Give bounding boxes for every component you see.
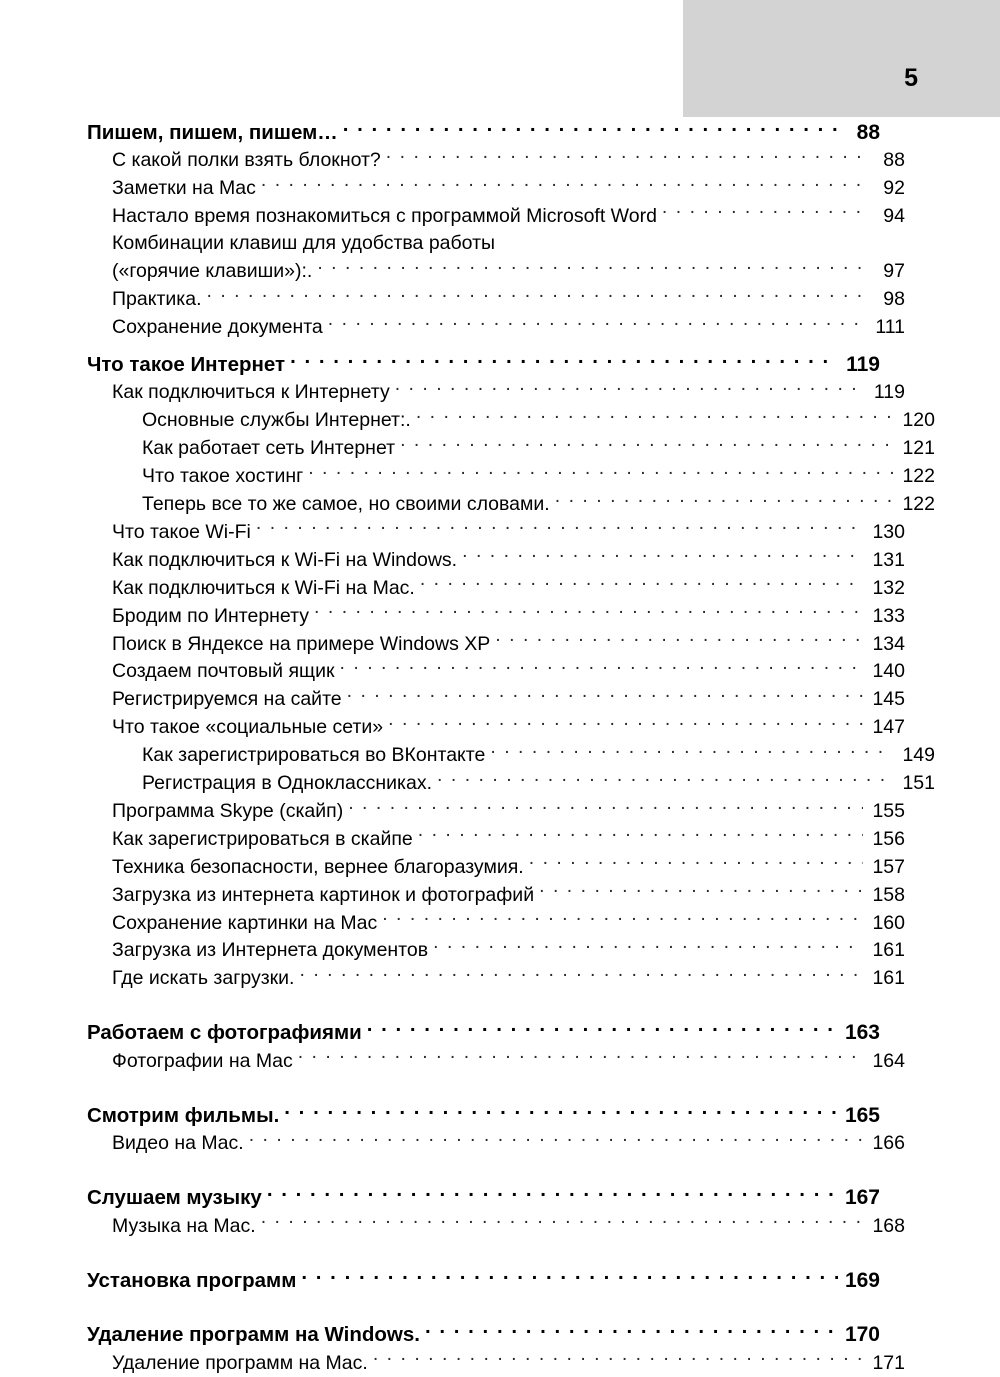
toc-entry-page-number: 131: [872, 548, 905, 571]
toc-entry-title: Установка программ: [87, 1268, 297, 1292]
toc-entry-page-number: 169: [844, 1268, 880, 1292]
toc-entry[interactable]: [112, 853, 905, 881]
toc-entry-page-number: 145: [872, 688, 905, 711]
toc-entry[interactable]: [112, 202, 905, 230]
toc-dot-leader: [207, 286, 863, 306]
toc-entry[interactable]: [112, 230, 905, 257]
toc-dot-leader: [425, 1321, 838, 1342]
toc-entry-title: Практика.: [112, 288, 202, 311]
toc-dot-leader: [328, 313, 863, 333]
toc-dot-leader: [433, 937, 863, 957]
toc-entry-title: Программа Skype (скайп): [112, 799, 344, 822]
toc-dot-leader: [256, 518, 863, 538]
toc-entry-page-number: 171: [872, 1351, 905, 1374]
toc-entry-page-number: 157: [872, 855, 905, 878]
toc-entry-title: Что такое «социальные сети»: [112, 716, 384, 739]
toc-entry[interactable]: [112, 286, 905, 314]
toc-entry-page-number: 94: [883, 204, 905, 227]
toc-dot-leader: [299, 965, 863, 985]
toc-entry-page-number: 164: [872, 1049, 905, 1072]
toc-entry[interactable]: [112, 174, 905, 202]
toc-entry[interactable]: [112, 1047, 905, 1075]
toc-entry-page-number: 156: [872, 827, 905, 850]
toc-entry-page-number: 166: [872, 1132, 905, 1155]
toc-dot-leader: [301, 1266, 838, 1287]
toc-entry-page-number: 88: [856, 120, 880, 144]
toc-entry-page-number: 98: [883, 288, 905, 311]
toc-entry-title: Фотографии на Mac: [112, 1049, 293, 1072]
toc-entry-title: («горячие клавиши»):.: [112, 260, 313, 283]
toc-entry[interactable]: [112, 881, 905, 909]
toc-dot-leader: [462, 546, 863, 566]
toc-entry-title: Видео на Mac.: [112, 1132, 244, 1155]
toc-entry-page-number: 165: [844, 1103, 880, 1127]
toc-entry-title: Пишем, пишем, пишем…: [87, 120, 338, 144]
toc-entry[interactable]: [142, 463, 935, 491]
toc-dot-leader: [386, 147, 863, 167]
toc-entry[interactable]: [87, 1101, 880, 1130]
toc-dot-leader: [529, 853, 863, 873]
toc-entry[interactable]: [112, 574, 905, 602]
toc-entry-page-number: 134: [872, 632, 905, 655]
toc-entry[interactable]: [87, 1266, 880, 1295]
toc-entry-title: Работаем с фотографиями: [87, 1021, 362, 1045]
toc-entry[interactable]: [112, 147, 905, 175]
toc-entry[interactable]: [112, 965, 905, 993]
toc-entry-title: Настало время познакомиться с программой Microsoft Word: [112, 204, 657, 227]
header-gray-band: [683, 0, 1000, 117]
toc-entry[interactable]: [87, 118, 880, 147]
toc-dot-leader: [340, 658, 863, 678]
toc-entry-page-number: 140: [872, 660, 905, 683]
toc-entry[interactable]: [112, 379, 905, 407]
toc-entry-page-number: 92: [883, 176, 905, 199]
toc-entry-page-number: 151: [902, 772, 935, 795]
toc-entry-title: Поиск в Яндексе на примере Windows XP: [112, 632, 491, 655]
toc-entry-title: Как зарегистрироваться в скайпе: [112, 827, 413, 850]
toc-dot-leader: [400, 435, 893, 455]
toc-entry-title: Регистрируемся на сайте: [112, 688, 342, 711]
toc-entry-title: Удаление программ на Mac.: [112, 1351, 368, 1374]
toc-dot-leader: [317, 258, 863, 278]
toc-entry-page-number: 97: [883, 260, 905, 283]
toc-entry-page-number: 161: [872, 967, 905, 990]
toc-entry[interactable]: [112, 518, 905, 546]
table-of-contents: [87, 118, 935, 1377]
toc-entry[interactable]: [112, 909, 905, 937]
toc-entry-title: Что такое хостинг: [142, 465, 304, 488]
toc-dot-leader: [261, 1212, 863, 1232]
toc-dot-leader: [348, 797, 863, 817]
toc-entry-title: Бродим по Интернету: [112, 604, 310, 627]
toc-dot-leader: [290, 350, 838, 371]
toc-entry-page-number: 111: [875, 315, 905, 338]
toc-entry[interactable]: [142, 407, 935, 435]
toc-dot-leader: [382, 909, 863, 929]
toc-dot-leader: [373, 1349, 863, 1369]
toc-entry-title: Как подключиться к Wi-Fi на Windows.: [112, 548, 458, 571]
toc-entry-title: Музыка на Mac.: [112, 1214, 256, 1237]
toc-entry-page-number: 121: [902, 437, 935, 460]
toc-entry-page-number: 122: [902, 465, 935, 488]
toc-entry[interactable]: [112, 686, 905, 714]
toc-entry[interactable]: [112, 937, 905, 965]
toc-entry[interactable]: [142, 770, 935, 798]
toc-entry-page-number: 161: [872, 939, 905, 962]
toc-entry-page-number: 132: [872, 576, 905, 599]
toc-entry-title: Смотрим фильмы.: [87, 1103, 280, 1127]
toc-entry-page-number: 163: [844, 1021, 880, 1045]
toc-entry-title: Как подключиться к Wi-Fi на Mac.: [112, 576, 415, 599]
toc-entry-title: Заметки на Mac: [112, 176, 256, 199]
toc-entry-title: Как подключиться к Интернету: [112, 381, 390, 404]
toc-dot-leader: [395, 379, 863, 399]
toc-entry-title: Удаление программ на Windows.: [87, 1323, 420, 1346]
toc-entry[interactable]: [112, 1212, 905, 1240]
toc-dot-leader: [284, 1101, 838, 1122]
toc-entry[interactable]: [112, 658, 905, 686]
toc-dot-leader: [490, 742, 893, 762]
toc-entry-title: Основные службы Интернет:.: [142, 409, 411, 432]
toc-entry-page-number: 122: [902, 492, 935, 515]
toc-entry[interactable]: [142, 490, 935, 518]
toc-entry-page-number: 155: [872, 799, 905, 822]
toc-dot-leader: [298, 1047, 863, 1067]
toc-entry-page-number: 168: [872, 1214, 905, 1237]
toc-entry-title: Загрузка из Интернета документов: [112, 939, 429, 962]
toc-dot-leader: [249, 1130, 863, 1150]
toc-entry[interactable]: [87, 1184, 880, 1213]
toc-entry-title: Как зарегистрироваться во ВКонтакте: [142, 744, 486, 767]
toc-dot-leader: [539, 881, 863, 901]
toc-dot-leader: [416, 407, 893, 427]
toc-dot-leader: [261, 174, 863, 194]
toc-entry-page-number: 170: [844, 1323, 880, 1346]
toc-entry[interactable]: [112, 602, 905, 630]
toc-entry-page-number: 149: [902, 744, 935, 767]
toc-entry-title: Что такое Интернет: [87, 352, 286, 376]
toc-entry-title: Загрузка из интернета картинок и фотографий: [112, 883, 535, 906]
toc-dot-leader: [347, 686, 863, 706]
toc-entry[interactable]: [112, 546, 905, 574]
toc-dot-leader: [308, 463, 893, 483]
toc-entry[interactable]: [142, 435, 935, 463]
toc-dot-leader: [555, 490, 893, 510]
toc-entry[interactable]: [87, 1019, 880, 1048]
toc-dot-leader: [420, 574, 863, 594]
toc-entry-title: Сохранение картинки на Mac: [112, 911, 378, 934]
toc-dot-leader: [418, 825, 863, 845]
toc-entry[interactable]: [112, 258, 905, 286]
toc-entry-title: Комбинации клавиш для удобства работы: [112, 232, 496, 255]
toc-entry[interactable]: [142, 742, 935, 770]
toc-entry-page-number: 147: [872, 716, 905, 739]
toc-dot-leader: [388, 714, 863, 734]
toc-entry[interactable]: [112, 825, 905, 853]
toc-dot-leader: [662, 202, 863, 222]
toc-entry[interactable]: [112, 630, 905, 658]
toc-entry-title: С какой полки взять блокнот?: [112, 149, 381, 171]
toc-dot-leader: [495, 630, 863, 650]
toc-entry-page-number: 119: [873, 381, 905, 404]
toc-entry[interactable]: [112, 1130, 905, 1158]
toc-entry-title: Создаем почтовый ящик: [112, 660, 335, 683]
toc-entry-title: Теперь все то же самое, но своими словами.: [142, 492, 550, 515]
toc-dot-leader: [343, 118, 838, 139]
toc-entry-page-number: 158: [872, 883, 905, 906]
toc-dot-leader: [367, 1019, 838, 1040]
toc-entry[interactable]: [112, 313, 905, 341]
toc-entry-title: Что такое Wi-Fi: [112, 520, 251, 543]
toc-entry-title: Слушаем музыку: [87, 1186, 262, 1210]
toc-entry-page-number: 130: [872, 520, 905, 543]
toc-entry-page-number: 119: [846, 352, 880, 376]
toc-entry-page-number: 120: [902, 409, 935, 432]
toc-entry-title: Техника безопасности, вернее благоразумия.: [112, 855, 524, 878]
toc-entry-title: Сохранение документа: [112, 315, 323, 338]
toc-entry[interactable]: [87, 350, 880, 379]
toc-dot-leader: [267, 1184, 838, 1205]
toc-dot-leader: [314, 602, 863, 622]
toc-entry[interactable]: [87, 1321, 880, 1350]
toc-dot-leader: [437, 770, 893, 790]
toc-entry-page-number: 88: [883, 149, 905, 171]
toc-entry-title: Где искать загрузки.: [112, 967, 295, 990]
toc-entry-page-number: 167: [844, 1186, 880, 1210]
toc-entry-page-number: 133: [872, 604, 905, 627]
toc-entry[interactable]: [112, 714, 905, 742]
toc-entry-page-number: 160: [872, 911, 905, 934]
toc-entry[interactable]: [112, 1349, 905, 1377]
toc-entry[interactable]: [112, 797, 905, 825]
toc-entry-title: Регистрация в Одноклассниках.: [142, 772, 433, 795]
toc-entry-title: Как работает сеть Интернет: [142, 437, 396, 460]
page-number: 5: [904, 64, 918, 92]
